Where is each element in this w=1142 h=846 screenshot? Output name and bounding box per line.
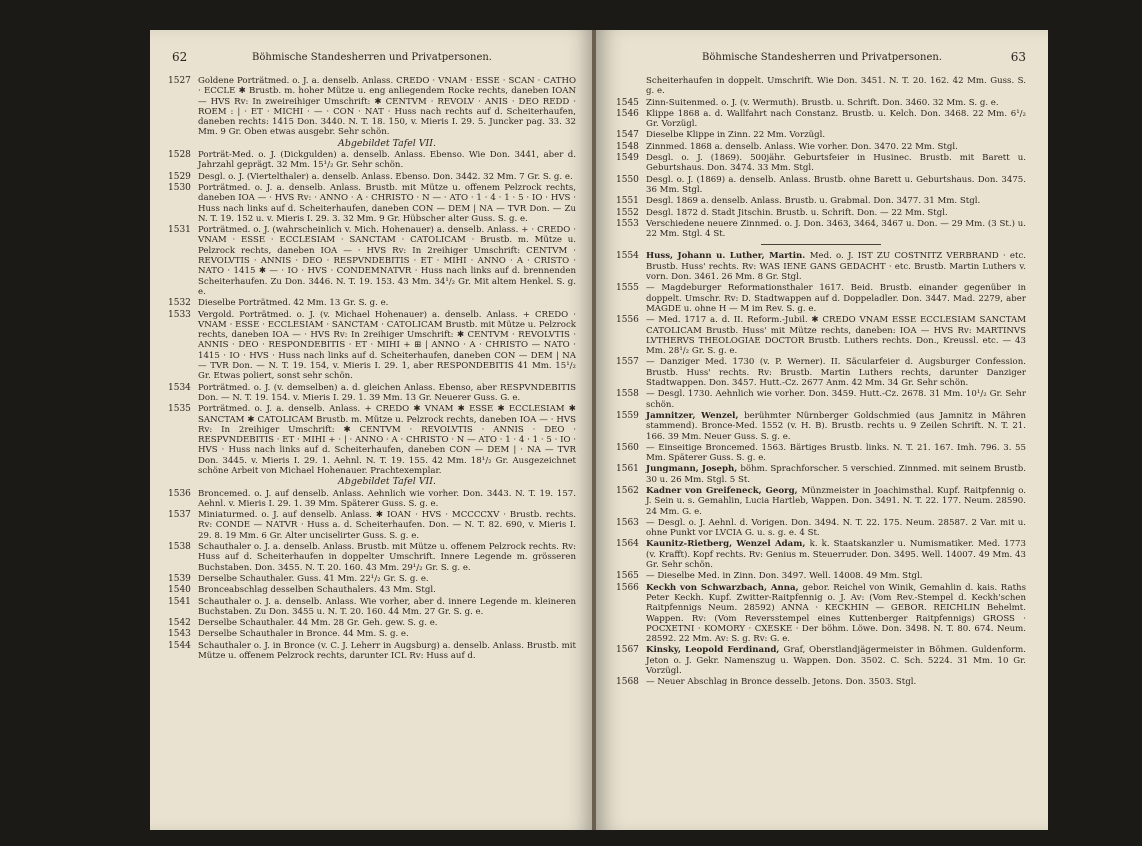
entry-text: Desgl. 1872 d. Stadt Jitschin. Brustb. u. Schrift. Don. — 22 Mm. Stgl. [646,207,948,218]
entry-text: — Dieselbe Med. in Zinn. Don. 3497. Well. 14008. 49 Mm. Stgl. [646,571,923,582]
catalog-entry [616,411,1026,442]
catalog-entry [616,130,1026,140]
entry-text: — Med. 1717 a. d. II. Reform.-Jubil. ✱ CREDO VNAM ESSE ECCLESIAM SANCTAM CATOLICAM Brustb. Huss' mit Mütze rechts, daneben: IOA — HVS Rv: MARTINVS LVTHERVS THEOLOGIAE DOCTOR Brustb. Luthers rechts. Don., Kreussl. etc. — 43 Mm. 28¹/₂ Gr. S. g. e. [646,315,1026,357]
entry-name: Kadner von Greifeneck, Georg, [646,485,802,496]
left-page-header [172,52,572,68]
catalog-entry [616,539,1026,570]
entry-number: 1558 [616,389,639,400]
entry-caption: Abgebildet Tafel VII. [338,476,436,488]
catalog-entry [168,298,576,308]
left-page-number: 62 [172,50,188,64]
entry-number: 1528 [168,150,191,161]
catalog-entry [616,389,1026,410]
entry-number: 1547 [616,130,639,141]
catalog-entry [168,404,576,487]
catalog-entry [168,618,576,628]
catalog-entry [616,109,1026,130]
entry-number: 1567 [616,645,639,656]
entry-name: Huss, Johann u. Luther, Martin. [646,251,810,262]
entry-text: — Einseitige Broncemed. 1563. Bärtiges Brustb. links. N. T. 21. 167. Imh. 796. 3. 55 Mm. Späterer Guss. S. g. e. [646,442,1026,464]
catalog-entry [616,208,1026,218]
entry-number: 1546 [616,108,639,119]
entry-text: Porträtmed. o. J. (v. demselben) a. d. gleichen Anlass. Ebenso, aber RESPVNDEBITIS Don. — N. T. 19. 154. v. Mieris I. 29. 1. 39 Mm. 13 Gr. Neuerer Guss. G. e. [198,382,576,403]
entry-text: — Danziger Med. 1730 (v. P. Werner). II. Säcularfeier d. Augsburger Confession. Brustb. Huss' rechts. Rv: Brustb. Martin Luthers rechts, darunter Danziger Stadtwappen. Don. 3457. Hutt.-Cz. 2677 Anm. 42 Mm. 34 Gr. Sehr schön. [646,357,1026,389]
entry-number: 1533 [168,309,191,320]
entry-text: Keckh von Schwarzbach, Anna, gebor. Reichel von Winik, Gemahlin d. kais. Raths Peter Keckh. Kupf. Zwitter-Raitpfennig o. J. Av: (Vom Rev.-Stempel d. Keckh'schen Raitpfennigs Neum. 28592) ANNA · KECKHIN — GEBOR. REICHLIN Behelmt. Wappen. Rv: (Vom Reversstempel eines Kuttenberger Raitpfennigs) GROSS · POCXETNI · KOMORY · CXESKE · Der böhm. Löwe. Don. 3498. N. T. 80. 674. Neum. 28592. 22 Mm. Av: S. g. Rv: G. e. [646,582,1026,645]
catalog-entry [168,585,576,595]
entry-text: — Desgl. o. J. Aehnl. d. Vorigen. Don. 3494. N. T. 22. 175. Neum. 28587. 2 Var. mit u. ohne Punkt vor LVCIA G. u. s. g. e. 4 St. [646,517,1026,539]
entry-text: Desgl. o. J. (1869). 500jähr. Geburtsfeier in Husinec. Brustb. mit Barett u. Geburtshaus. Don. 3474. 33 Mm. Stgl. [646,153,1026,174]
entry-name: Jamnitzer, Wenzel, [646,410,745,421]
catalog-entry [168,225,576,297]
entry-text: Klippe 1868 a. d. Wallfahrt nach Constanz. Brustb. u. Kelch. Don. 3468. 22 Mm. 6¹/₂ Gr. Vorzügl. [646,108,1026,130]
entry-number: 1530 [168,182,191,193]
catalog-entry [168,641,576,662]
catalog-entry [616,486,1026,517]
entry-text: Kaunitz-Rietberg, Wenzel Adam, k. k. Staatskanzler u. Numismatiker. Med. 1773 (v. Krafft). Kopf rechts. Rv: Genius m. Steuerruder. Don. 3495. Well. 14007. 49 Mm. 43 Gr. Sehr schön. [646,539,1026,571]
entry-text: Desgl. 1869 a. denselb. Anlass. Brustb. u. Grabmal. Don. 3477. 31 Mm. Stgl. [646,196,981,207]
entry-text: Miniaturmed. o. J. auf denselb. Anlass. ✱ IOAN · HVS · MCCCCXV · Brustb. rechts. Rv: CONDE — NATVR · Huss a. d. Scheiterhaufen. Don. — N. T. 82. 690, v. Mieris I. 29. 8. 19 Mm. 6 Gr. Alter unciselirter Guss. S. g. e. [198,510,576,541]
catalog-entry [168,172,576,182]
right-page [596,30,1048,830]
entry-caption: Abgebildet Tafel VII. [338,137,436,149]
catalog-entry [616,315,1026,356]
entry-text: Vergold. Porträtmed. o. J. (v. Michael Hohenauer) a. denselb. Anlass. + CREDO · VNAM · ESSE · ECCLESIAM · SANCTAM · CATOLICAM Brustb. mit Mütze u. Pelzrock rechts, daneben IOA — · HVS Rv: In 2reihiger Umschrift: ✱ CENTVM · REVOLVTIS · ANNIS · DEO · RESPONDEBITIS · ET · MIHI + ⊞ | ANNO · A · CHRISTO — NATO · 1415 · IO · HVS · Huss nach links auf d. Scheiterhaufen, daneben CON — DEM | NA — TVR Don. — N. T. 19. 154, v. Mieris I. 29. 1, aber RESPONDEBITIS 41 Mm. 15¹/₂ Gr. Etwas poliert, sonst sehr schön. [198,309,576,382]
catalog-entry [168,183,576,224]
catalog-entry [616,283,1026,314]
entry-number: 1529 [168,171,191,182]
entry-number: 1527 [168,76,191,86]
left-page [150,30,594,830]
entry-text: Zinn-Suitenmed. o. J. (v. Wermuth). Brustb. u. Schrift. Don. 3460. 32 Mm. S. g. e. [646,97,999,108]
entry-text: Schauthaler o. J. in Bronce (v. C. J. Leherr in Augsburg) a. denselb. Anlass. Brustb. mit Mütze u. offenem Pelzrock rechts, darunter ICL Rv: Huss auf d. [198,640,576,662]
entry-name: Kinsky, Leopold Ferdinand, [646,645,784,656]
catalog-entry [616,251,1026,282]
entry-number: 1543 [168,629,191,640]
entry-number: 1549 [616,153,639,164]
entry-text: — Magdeburger Reformationsthaler 1617. Beid. Brustb. einander gegenüber in doppelt. Umschr. Rv: D. Stadtwappen auf d. Doppeladler. Don. 3447. Mad. 2279, aber MAGDE u. ohne H — M im Rev. S. g. e. [646,283,1026,314]
entry-number: 1544 [168,640,191,651]
entry-text: — Desgl. 1730. Aehnlich wie vorher. Don. 3459. Hutt.-Cz. 2678. 31 Mm. 10¹/₂ Gr. Sehr schön. [646,389,1026,410]
catalog-entry [168,383,576,404]
catalog-entry [168,489,576,510]
entry-text: Kadner von Greifeneck, Georg, Münzmeister in Joachimsthal. Kupf. Raitpfennig o. J. Sein u. s. Gemahlin, Lucia Hartleb, Wappen. Don. 3491. N. T. 22. 177. Neum. 28590. 24 Mm. G. e. [646,485,1026,517]
entry-number: 1556 [616,315,639,326]
entry-number: 1554 [616,251,639,262]
entry-text: Broncemed. o. J. auf denselb. Anlass. Aehnlich wie vorher. Don. 3443. N. T. 19. 157. Aehnl. v. Mieris I. 29. 1. 39 Mm. Späterer Guss. S. g. e. [198,488,576,509]
catalog-entry [168,574,576,584]
entry-number: 1541 [168,596,191,607]
entry-text: Zinnmed. 1868 a. denselb. Anlass. Wie vorher. Don. 3470. 22 Mm. Stgl. [646,141,958,152]
catalog-entry [168,597,576,618]
catalog-entry [616,175,1026,196]
entry-text: Porträtmed. o. J. (wahrscheinlich v. Mich. Hohenauer) a. denselb. Anlass. + · CREDO · VNAM · ESSE · ECCLESIAM · SANCTAM · CATOLICAM · Brustb. m. Mütze u. Pelzrock rechts, daneben IOA — · HVS Rv: In 2reihiger Umschrift: CENTVM · REVOLVTIS · ANNIS · DEO · RESPVNDEBITIS · ET · MIHI · ANNO · A · CRISTO · NATO · 1415 ✱ — · IO · HVS · CONDEMNATVR · Huss nach links auf d. brennenden Scheiterhaufen. Zu Don. 3446. N. T. 19. 153. 43 Mm. 34¹/₂ Gr. Mit altem Henkel. S. g. e. [198,225,576,297]
catalog-entry [616,518,1026,539]
entry-text: Desgl. o. J. (Viertelthaler) a. denselb. Anlass. Ebenso. Don. 3442. 32 Mm. 7 Gr. S. g. e. [198,171,573,182]
entry-number: 1561 [616,464,639,475]
entry-text: Porträtmed. o. J. a. denselb. Anlass. Brustb. mit Mütze u. offenem Pelzrock rechts, daneben IOA — · HVS Rv: · ANNO · A · CHRISTO · N — · ATO · 1 · 4 · 1 · 5 · IO · HVS · Huss nach links auf d. Scheiterhaufen, daneben CON — DEM | NA — TVR Don. — Zu N. T. 19. 152 u. v. Mieris I. 29. 3. 32 Mm. 9 Gr. Hübscher alter Guss. S. g. e. [198,182,576,224]
catalog-entry [168,76,576,149]
entry-text: Porträtmed. o. J. a. denselb. Anlass. + CREDO ✱ VNAM ✱ ESSE ✱ ECCLESIAM ✱ SANCTAM ✱ CATOLICAM Brustb. m. Mütze u. Pelzrock rechts, daneben IOA — · HVS Rv: In 2reihiger Umschrift: ✱ CENTVM · REVOLVTIS · ANNIS · DEO · RESPVNDEBITIS · ET · MIHI + · | · ANNO · A · CHRISTO · N — ATO · 1 · 4 · 1 · 5 · IO · HVS · Huss nach links auf d. Scheiterhaufen, daneben CON — DEM | · NA — TVR Don. 3445. v. Mieris I. 29. 1. Aehnl. N. T. 19. 155. 42 Mm. 18¹/₂ Gr. Ausgezeichnet schöne Arbeit von Michael Hohenauer. Prachtexemplar. Abgebildet Tafel VII. [198,404,576,488]
catalog-entry [616,443,1026,464]
catalog-entry [616,571,1026,581]
entry-number: 1542 [168,618,191,629]
right-entries [616,76,1026,689]
catalog-entry [616,153,1026,174]
entry-text: Dieselbe Porträtmed. 42 Mm. 13 Gr. S. g. e. [198,298,389,309]
catalog-entry [168,510,576,541]
right-page-header [618,52,1026,68]
catalog-entry [616,677,1026,687]
entry-text: Schauthaler o. J. a. denselb. Anlass. Brustb. mit Mütze u. offenem Pelzrock rechts. Rv: Huss auf d. Scheiterhaufen in doppelter Umschrift. Innere Legende m. grösseren Buchstaben. Don. 3455. N. T. 20. 160. 43 Mm. 29¹/₂ Gr. S. g. e. [198,542,576,573]
right-page-number: 63 [1010,50,1026,64]
entry-number: 1538 [168,542,191,553]
right-page-title: Böhmische Standesherren und Privatpersonen. [702,52,942,63]
catalog-entry [168,150,576,171]
entry-text: Porträt-Med. o. J. (Dickgulden) a. denselb. Anlass. Ebenso. Wie Don. 3441, aber d. Jahrzahl geprägt. 32 Mm. 15¹/₂ Gr. Sehr schön. [198,150,576,171]
entry-number: 1539 [168,573,191,584]
entry-name: Kaunitz-Rietberg, Wenzel Adam, [646,539,810,550]
catalog-entry [616,196,1026,206]
entry-text: Huss, Johann u. Luther, Martin. Med. o. J. IST ZU COSTNITZ VERBRAND · etc. Brustb. Huss' rechts. Rv: WAS IENE GANS GEDACHT · etc. Brustb. Martin Luthers v. vorn. Don. 3461. 26 Mm. 8 Gr. Stgl. [646,251,1026,283]
entry-number: 1557 [616,357,639,368]
catalog-entry [616,645,1026,676]
entry-number: 1559 [616,410,639,421]
entry-number: 1553 [616,218,639,229]
catalog-entry [616,98,1026,108]
catalog-entry [616,142,1026,152]
entry-text: Jungmann, Joseph, böhm. Sprachforscher. 5 verschied. Zinnmed. mit seinem Brustb. 30 u. 26 Mm. Stgl. 5 St. [646,464,1026,485]
entry-name: Keckh von Schwarzbach, Anna, [646,582,803,593]
entry-text: Desgl. o. J. (1869) a. denselb. Anlass. Brustb. ohne Barett u. Geburtshaus. Don. 3475. 36 Mm. Stgl. [646,174,1026,195]
entry-text: Scheiterhaufen in doppelt. Umschrift. Wie Don. 3451. N. T. 20. 162. 42 Mm. Guss. S. g. e. [646,76,1026,97]
catalog-entry [616,76,1026,97]
entry-text: Jamnitzer, Wenzel, berühmter Nürnberger Goldschmied (aus Jamnitz in Mähren stammend). Bronce-Med. 1552 (v. H. B). Brustb. rechts u. 9 Zeilen Schrift. N. T. 21. 166. 39 Mm. Neuer Guss. S. g. e. [646,410,1026,442]
entry-text: Goldene Porträtmed. o. J. a. denselb. Anlass. CREDO · VNAM · ESSE · SCAN · CATHO · ECCLE ✱ Brustb. m. hoher Mütze u. eng anliegendem Rocke rechts, daneben IOAN — HVS Rv: In zweireihiger Umschrift: ✱ CENTVM · REVOLV · ANIS · DEO REDD · ROEM : | · ET · MICHI · — · CON · NAT · Huss nach rechts auf d. Scheiterhaufen, daneben rechts: 1415 Don. 3440. N. T. 18. 150, v. Mieris I. 29. 5. Juncker pag. 33. 32 Mm. 9 Gr. Oben etwas ausgebr. Sehr schön. Abgebildet Tafel VII. [198,76,576,149]
entry-text: Kinsky, Leopold Ferdinand, Graf, Oberstlandjägermeister in Böhmen. Guldenform. Jeton o. J. Gekr. Namenszug u. Wappen. Don. 3502. C. Sch. 5224. 31 Mm. 10 Gr. Vorzügl. [646,645,1026,677]
entry-text: Verschiedene neuere Zinnmed. o. J. Don. 3463, 3464, 3467 u. Don. — 29 Mm. (3 St.) u. 22 Mm. Stgl. 4 St. [646,218,1026,240]
entry-text: Bronceabschlag desselben Schauthalers. 43 Mm. Stgl. [198,585,436,596]
entry-text: Schauthaler o. J. a. denselb. Anlass. Wie vorher, aber d. innere Legende m. kleineren Buchstaben. Zu Don. 3455 u. N. T. 20. 160. 44 Mm. 27 Gr. S. g. e. [198,596,576,617]
catalog-entry [616,219,1026,240]
entry-number: 1560 [616,442,639,453]
entry-number: 1548 [616,141,639,152]
catalog-entry [616,583,1026,645]
catalog-entry [168,310,576,382]
entry-number: 1563 [616,517,639,528]
entry-name: Jungmann, Joseph, [646,464,741,475]
entry-text: Derselbe Schauthaler. Guss. 41 Mm. 22¹/₂ Gr. S. g. e. [198,573,429,584]
section-divider [761,244,881,245]
entry-number: 1564 [616,539,639,550]
entry-number: 1536 [168,488,191,499]
entry-text: Derselbe Schauthaler. 44 Mm. 28 Gr. Geh. gew. S. g. e. [198,618,438,629]
entry-number: 1551 [616,196,639,207]
entry-number: 1534 [168,382,191,393]
entry-number: 1531 [168,225,191,236]
entry-number: 1566 [616,582,639,593]
entry-number: 1532 [168,298,191,309]
entry-number: 1552 [616,207,639,218]
left-page-title: Böhmische Standesherren und Privatpersonen. [252,52,492,63]
entry-text: — Neuer Abschlag in Bronce desselb. Jetons. Don. 3503. Stgl. [646,677,917,688]
entry-number: 1562 [616,485,639,496]
catalog-entry [168,629,576,639]
entry-number: 1545 [616,97,639,108]
entry-number: 1555 [616,283,639,294]
entry-number: 1535 [168,404,191,415]
entry-number: 1540 [168,585,191,596]
entry-text: Dieselbe Klippe in Zinn. 22 Mm. Vorzügl. [646,130,826,141]
entry-text: Derselbe Schauthaler in Bronce. 44 Mm. S. g. e. [198,629,409,640]
entry-number: 1537 [168,510,191,521]
left-entries [168,76,576,662]
entry-number: 1568 [616,677,639,688]
catalog-entry [168,542,576,573]
catalog-entry [616,464,1026,485]
catalog-entry [616,357,1026,388]
entry-number: 1550 [616,174,639,185]
entry-number: 1565 [616,571,639,582]
